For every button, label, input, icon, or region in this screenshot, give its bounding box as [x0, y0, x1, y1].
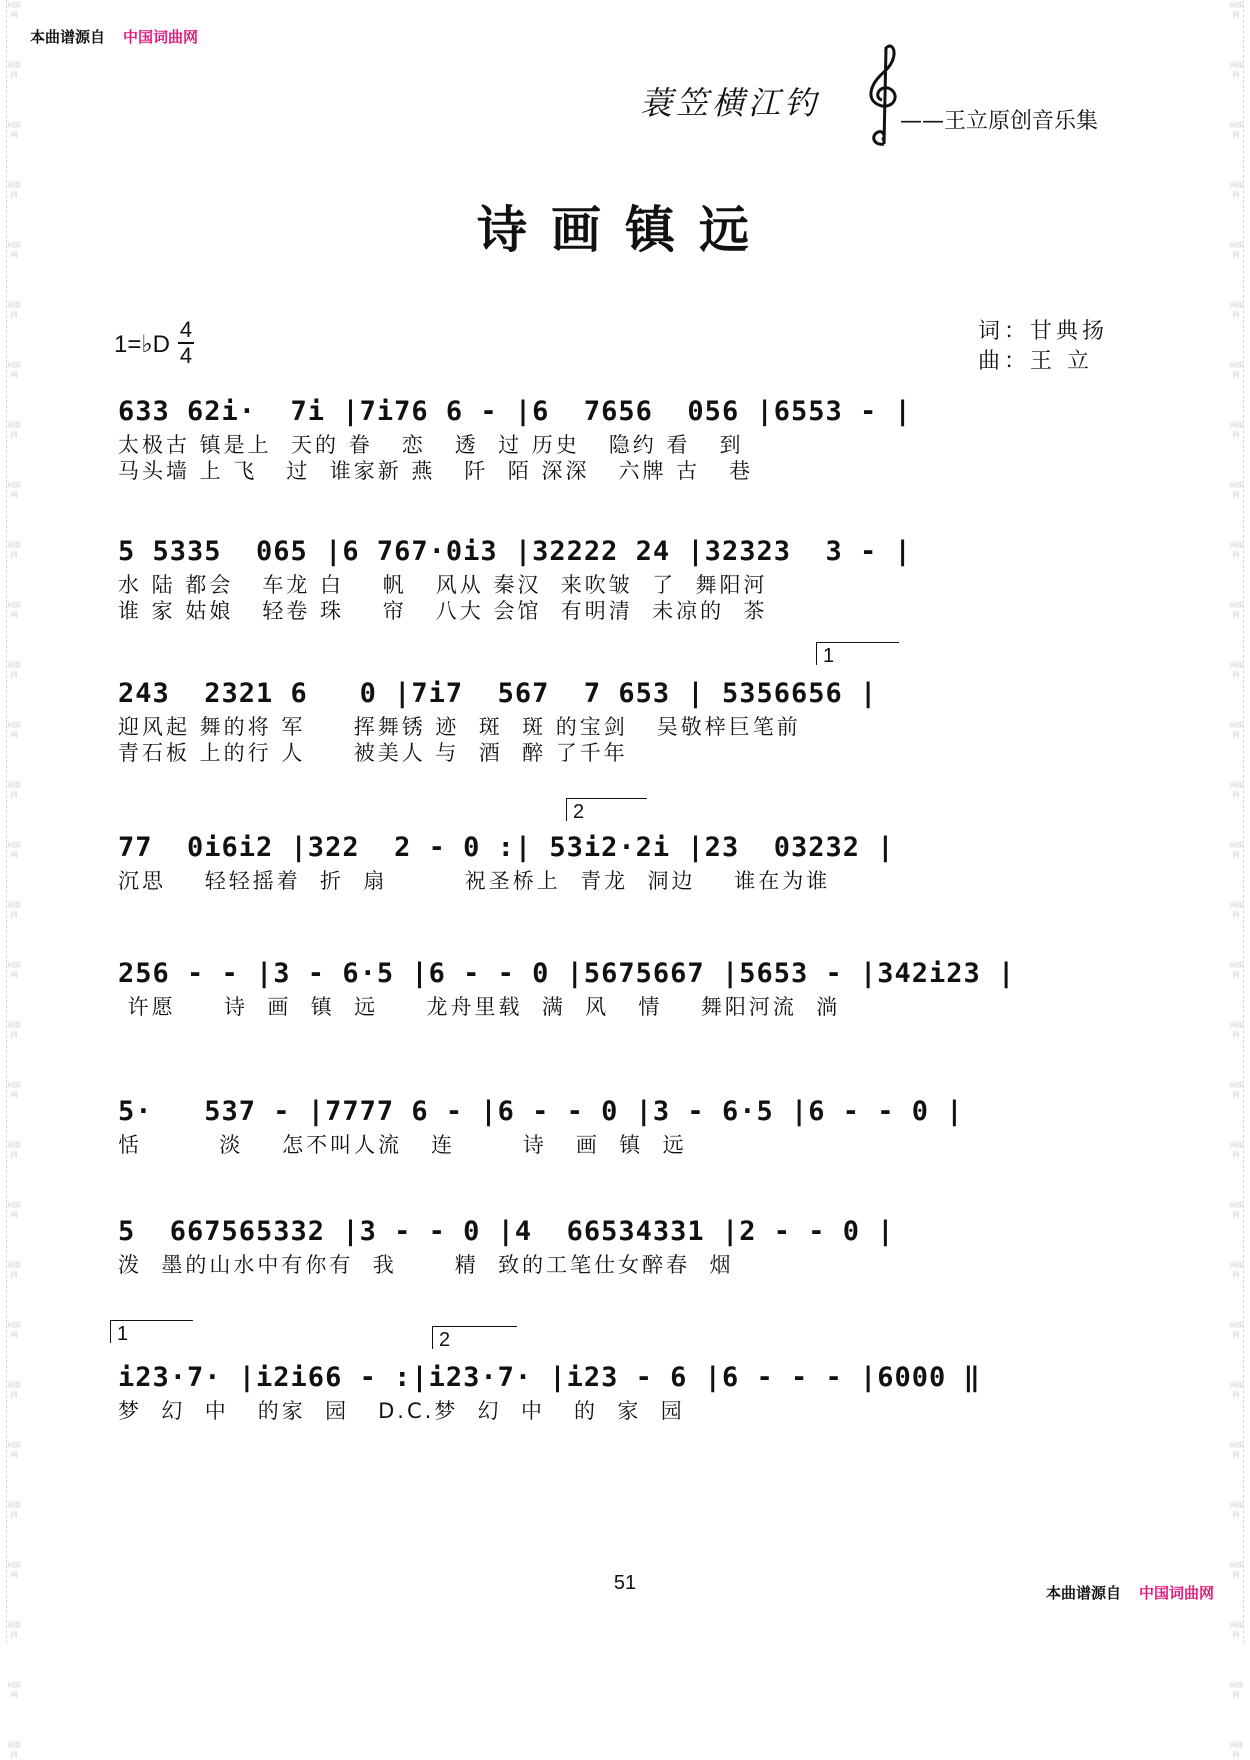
notation-line: i23·7· |i2i66 - :|i23·7· |i23 - 6 |6 - - - |6000 ‖ — [118, 1362, 981, 1393]
song-title: 诗画镇远 — [477, 200, 773, 259]
score-row-7 — [118, 1212, 1108, 1278]
lyric-verse-1: 许愿 诗 画 镇 远 龙舟里载 满 风 情 舞阳河流 淌 — [118, 995, 841, 1019]
notation-line: 633 62i· 7i |7i76 6 - |6 7656 056 |6553 - | — [118, 396, 912, 427]
score-row-8 — [118, 1358, 1108, 1424]
lyric-verse-1: 太极古 镇是上 天的 眷 恋 透 过 历史 隐约 看 到 — [118, 433, 744, 457]
lyric-verse-1: 水 陆 都会 车龙 白 帆 风从 秦汉 来吹皱 了 舞阳河 — [118, 573, 768, 597]
lyric-verse-2: 青石板 上的行 人 被美人 与 酒 醉 了千年 — [118, 741, 628, 765]
lyric-verse-2: 谁 家 姑娘 轻卷 珠 帘 八大 会馆 有明清 未凉的 茶 — [118, 599, 768, 623]
time-signature-top: 4 — [179, 317, 193, 342]
volta-bracket-2: 2 — [432, 1326, 517, 1349]
time-signature-bottom: 4 — [179, 343, 193, 368]
score-row-5 — [118, 954, 1108, 1020]
volta-bracket-1: 1 — [816, 642, 899, 665]
notation-line: 243 2321 6 0 |7i7 567 7 653 | 5356656 | — [118, 678, 878, 709]
source-site-link[interactable]: 中国词曲网 — [123, 28, 199, 46]
left-watermark-strip: 词曲网 词曲网 词曲网 词曲网 词曲网 词曲网 词曲网 词曲网 词曲网 词曲网 词曲网 词曲网 词曲网 词曲网 词曲网 词曲网 词曲网 词曲网 词曲网 词曲网 词曲网 词曲网 词曲网 词曲网 词曲网 词曲网 词曲网 词曲网 词曲网 词曲网 — [7, 1, 21, 1759]
source-site-link[interactable]: 中国词曲网 — [1138, 1584, 1214, 1602]
score-row-3 — [118, 674, 1108, 766]
source-prefix: 本曲谱源自 — [1045, 1584, 1121, 1602]
score-row-6 — [118, 1092, 1108, 1158]
source-note-top — [30, 26, 198, 47]
source-prefix: 本曲谱源自 — [30, 28, 106, 46]
notation-line: 77 0i6i2 |322 2 - 0 :| 53i2·2i |23 03232 | — [118, 832, 895, 863]
collection-title: 蓑笠横江钓 — [640, 84, 821, 122]
notation-line: 5 5335 065 |6 767·0i3 |32222 24 |32323 3 - | — [118, 536, 912, 567]
notation-line: 5· 537 - |7777 6 - |6 - - 0 |3 - 6·5 |6 - - 0 | — [118, 1096, 964, 1127]
lyric-verse-1: 恬 淡 怎不叫人流 连 诗 画 镇 远 — [118, 1133, 687, 1157]
time-signature — [178, 318, 194, 368]
score-row-2 — [118, 532, 1108, 624]
lyric-verse-1: 迎风起 舞的将 军 挥舞锈 迹 斑 斑 的宝剑 吴敬梓巨笔前 — [118, 715, 801, 739]
notation-line: 256 - - |3 - 6·5 |6 - - 0 |5675667 |5653 - |342i23 | — [118, 958, 1016, 989]
key-signature: 1=♭D — [114, 331, 171, 358]
volta-bracket-2: 2 — [566, 798, 647, 821]
score-row-1 — [118, 392, 1108, 484]
composer-credit: 曲：王 立 — [978, 349, 1093, 374]
lyricist-credit: 词：甘典扬 — [978, 319, 1109, 344]
lyric-verse-2: 马头墙 上 飞 过 谁家新 燕 阡 陌 深深 六牌 古 巷 — [118, 459, 754, 483]
lyric-verse-1: 梦 幻 中 的家 园 D.C.梦 幻 中 的 家 园 — [118, 1399, 685, 1423]
page-number: 51 — [613, 1572, 637, 1594]
notation-line: 5 667565332 |3 - - 0 |4 66534331 |2 - - 0 | — [118, 1216, 895, 1247]
score-row-4 — [118, 828, 1108, 894]
collection-subtitle: ——王立原创音乐集 — [900, 109, 1099, 134]
lyric-verse-1: 泼 墨的山水中有你有 我 精 致的工笔仕女醉春 烟 — [118, 1253, 734, 1277]
source-note-bottom — [1046, 1582, 1214, 1603]
volta-bracket-1: 1 — [110, 1320, 193, 1343]
right-watermark-strip: 词曲网 词曲网 词曲网 词曲网 词曲网 词曲网 词曲网 词曲网 词曲网 词曲网 词曲网 词曲网 词曲网 词曲网 词曲网 词曲网 词曲网 词曲网 词曲网 词曲网 词曲网 词曲网 词曲网 词曲网 词曲网 词曲网 词曲网 词曲网 词曲网 词曲网 — [1229, 1, 1243, 1759]
lyric-verse-1: 沉思 轻轻摇着 折 扇 祝圣桥上 青龙 洞边 谁在为谁 — [118, 869, 831, 893]
